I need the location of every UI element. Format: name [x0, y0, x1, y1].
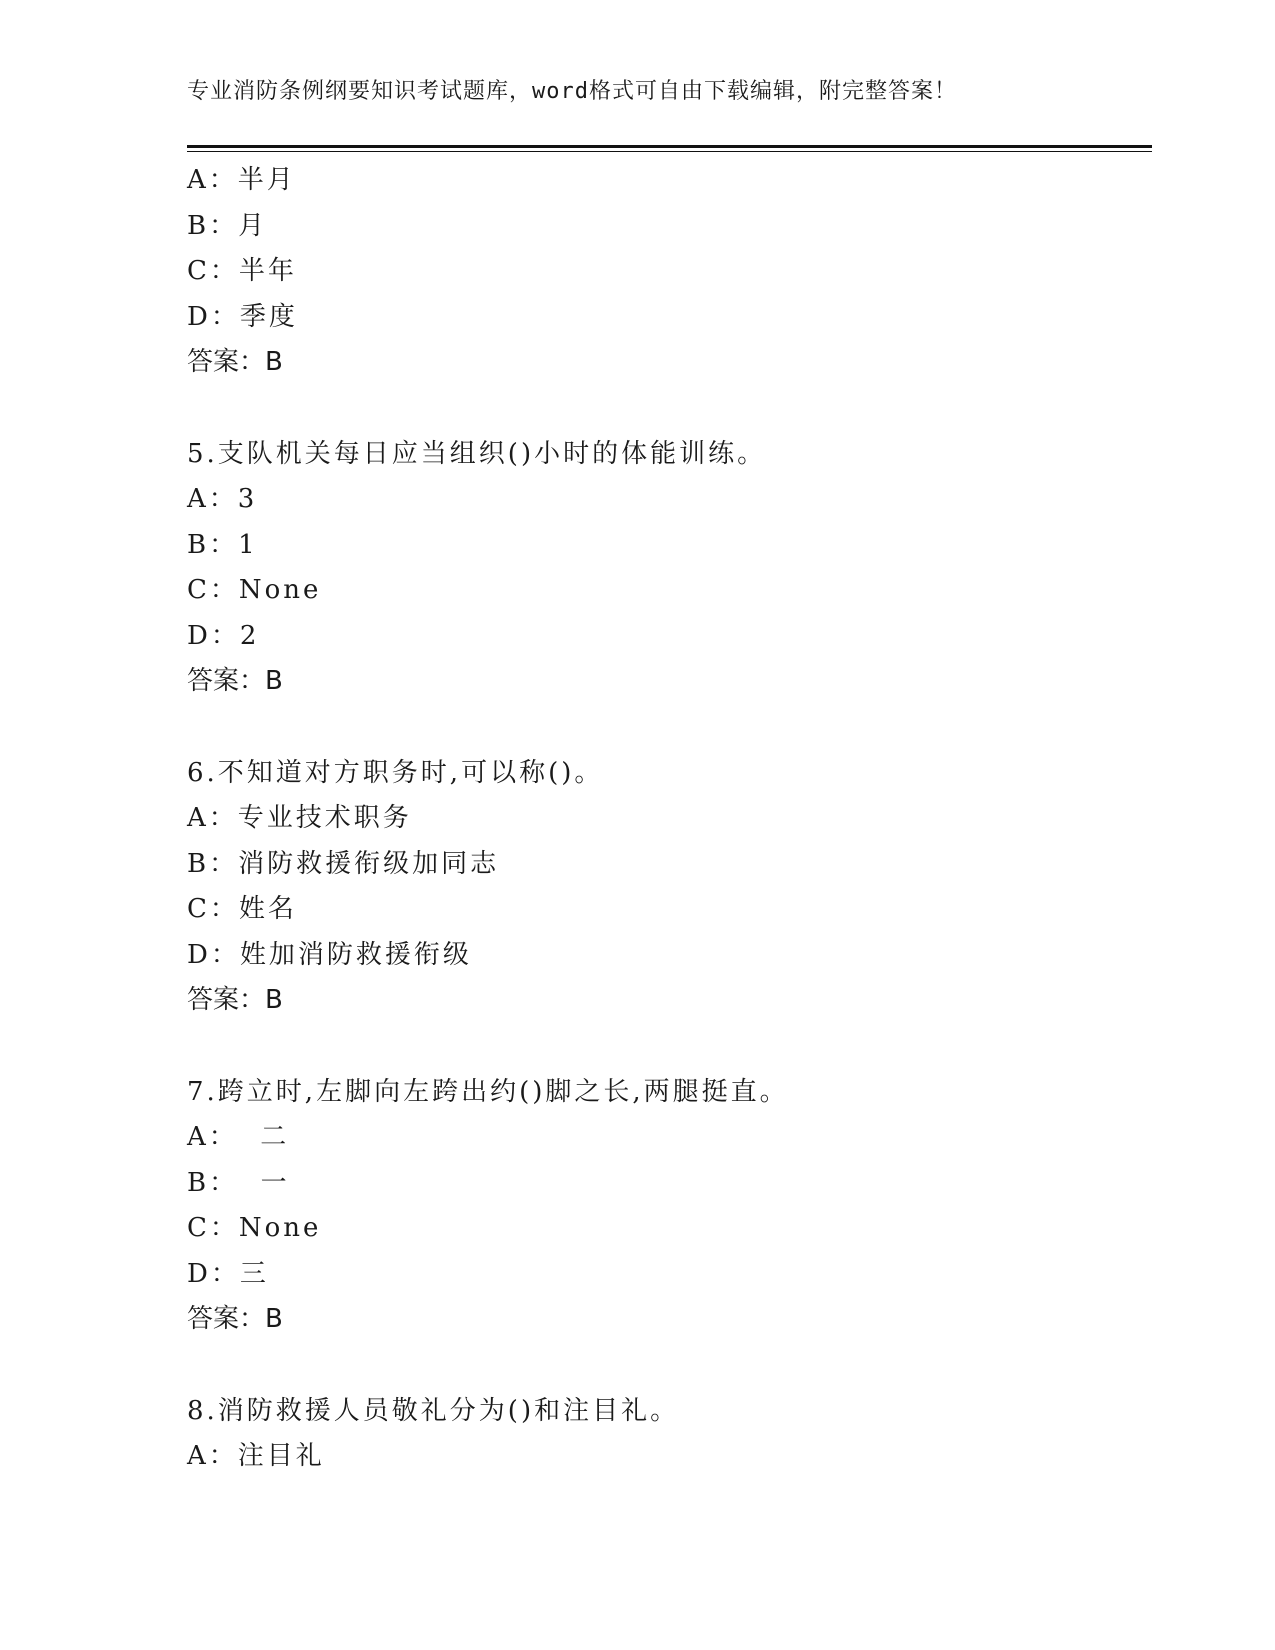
option-label: D： [187, 1258, 240, 1289]
option-line [187, 523, 1152, 569]
option-text: 2 [239, 620, 260, 651]
option-label: A： [187, 1122, 238, 1152]
option-line [187, 1252, 1152, 1298]
question-list [187, 158, 1152, 1480]
option-label: C： [187, 575, 239, 605]
header-rule-thin [187, 151, 1152, 152]
option-text: 3 [237, 484, 258, 514]
option-line [187, 796, 1152, 842]
option-line [187, 1206, 1152, 1252]
block-gap [187, 386, 1152, 432]
option-text: None [238, 1213, 322, 1243]
option-text: 三 [239, 1258, 269, 1289]
option-text: 姓加消防救援衔级 [239, 939, 472, 970]
option-line [187, 614, 1152, 660]
option-text: None [238, 575, 322, 605]
option-text: 1 [238, 529, 258, 560]
option-text: 二 [237, 1122, 290, 1152]
option-text: 消防救援衔级加同志 [238, 848, 500, 879]
option-line [187, 295, 1152, 341]
option-label: B： [187, 848, 239, 879]
option-label: A： [187, 484, 238, 514]
block-gap [187, 1024, 1152, 1070]
option-line [187, 1434, 1152, 1480]
option-line [187, 842, 1152, 888]
option-text: 半月 [237, 165, 296, 195]
option-label: C： [187, 256, 239, 286]
block-gap [187, 1343, 1152, 1389]
option-text: 半年 [238, 256, 297, 286]
option-line [187, 1115, 1152, 1161]
option-text: 注目礼 [237, 1441, 325, 1471]
option-line [187, 249, 1152, 295]
option-label: D： [187, 620, 240, 651]
option-label: B： [187, 1167, 239, 1198]
option-line [187, 933, 1152, 979]
answer-line: 答案：B [187, 666, 283, 696]
option-label: C： [187, 894, 239, 924]
answer-line: 答案：B [187, 1304, 283, 1334]
option-text: 姓名 [238, 894, 297, 924]
question-text: 6.不知道对方职务时,可以称()。 [187, 757, 604, 788]
header-rule-thick [187, 145, 1152, 148]
option-label: A： [187, 165, 238, 195]
option-text: 月 [238, 210, 268, 241]
option-label: A： [187, 1441, 238, 1471]
question-text: 5.支队机关每日应当组织()小时的体能训练。 [187, 438, 767, 469]
option-label: B： [187, 210, 239, 241]
option-text: 专业技术职务 [237, 803, 412, 833]
question-text: 7.跨立时,左脚向左跨出约()脚之长,两腿挺直。 [187, 1076, 789, 1107]
answer-line: 答案：B [187, 985, 283, 1015]
option-text: 一 [238, 1167, 290, 1198]
answer-line: 答案：B [187, 347, 283, 377]
option-line [187, 204, 1152, 250]
document-header: 专业消防条例纲要知识考试题库，word格式可自由下载编辑，附完整答案！ [187, 79, 957, 104]
option-line [187, 568, 1152, 614]
option-label: D： [187, 301, 240, 332]
option-line [187, 887, 1152, 933]
option-line [187, 477, 1152, 523]
question-text: 8.消防救援人员敬礼分为()和注目礼。 [187, 1395, 680, 1426]
block-gap [187, 705, 1152, 751]
option-label: C： [187, 1213, 239, 1243]
option-line [187, 158, 1152, 204]
option-label: B： [187, 529, 239, 560]
option-text: 季度 [239, 301, 298, 332]
option-label: A： [187, 803, 238, 833]
option-line [187, 1161, 1152, 1207]
option-label: D： [187, 939, 240, 970]
